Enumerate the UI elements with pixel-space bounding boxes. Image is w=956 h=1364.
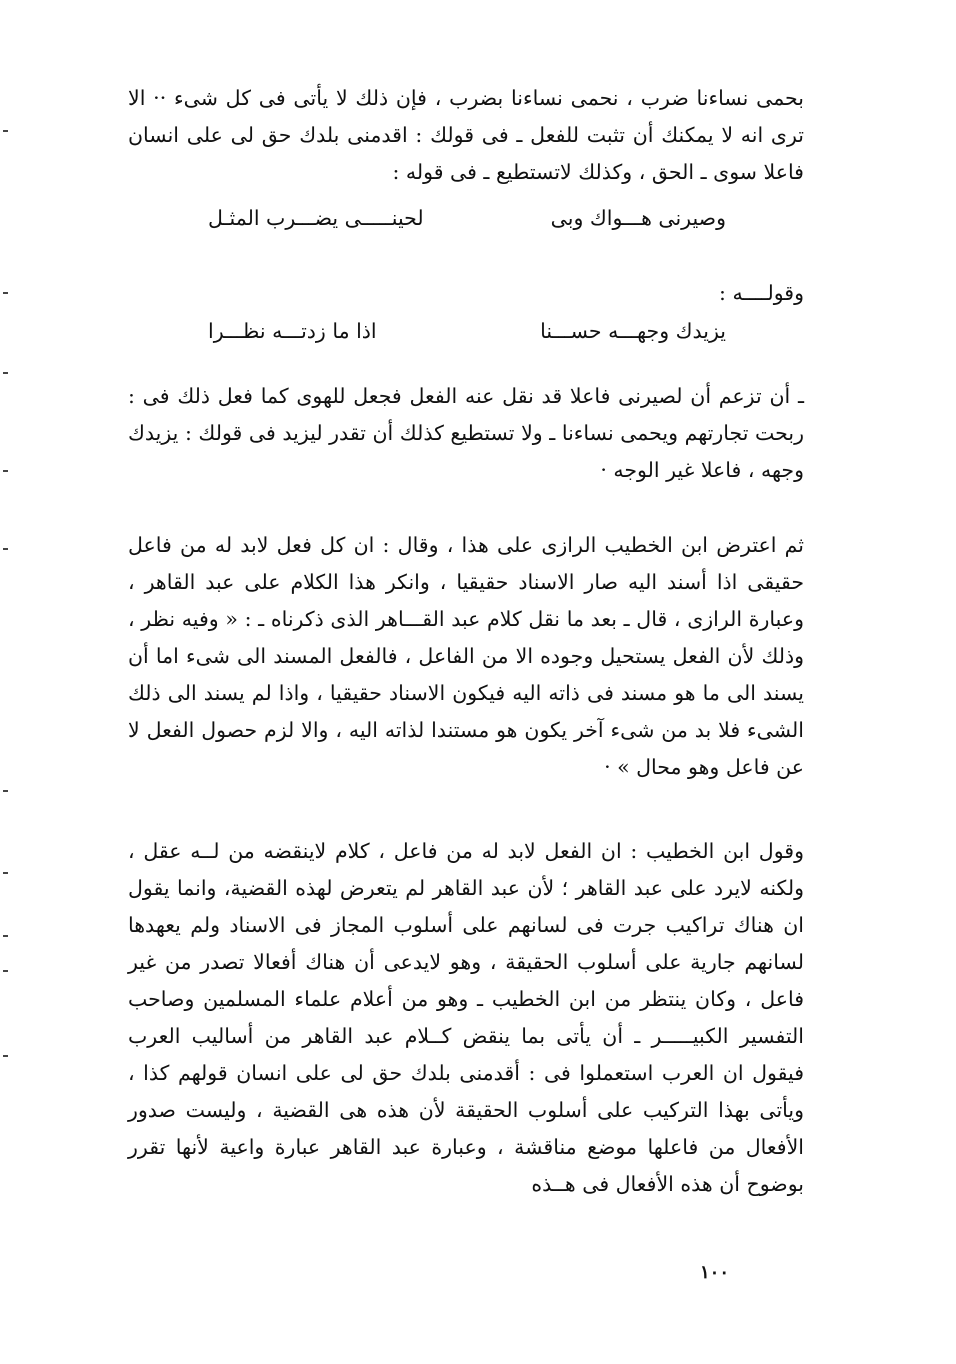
- margin-mark: [3, 935, 8, 937]
- margin-mark: [3, 372, 8, 374]
- paragraph-1: بحمى نساءنا ضرب ، نحمى نساءنا بضرب ، فإن ذلك لا يأتى فى كل شىء ·· الا ترى انه لا يمكنك أن تثبت للفعل ـ فى قولك : اقدمنى بلدك حق لى على انسان فاعلا سوى ـ الحق ، وكذلك لاتستطيع ـ فى قوله :: [128, 86, 804, 184]
- verse-2-second-hemistich: اذا ما زدتـــه نظـــرا: [208, 319, 377, 343]
- verse-1-first-hemistich: وصيرنى هـــواك وبى: [550, 206, 726, 230]
- margin-mark: [3, 970, 8, 972]
- verse-1-second-hemistich: لحينـــــى يضـــرب المثـل: [208, 206, 424, 230]
- paragraph-3: ثم اعترض ابن الخطيب الرازى على هذا ، وقال : ان كل فعل لابد له من فاعل حقيقى اذا أسند اليه صار الاسناد حقيقيا ، وانكر هذا الكلام على عبد القاهر ، وعبارة الرازى ، قال ـ بعد ما نقل كلام عبد القـــاهر الذى ذكرناه ـ : « وفيه نظر ، وذلك لأن الفعل يستحيل وجوده الا من الفاعل ، فالفعل المسند الى شىء اما أن يسند الى ما هو مسند فى ذاته اليه فيكون الاسناد حقيقيا ، واذا لم يسند الى ذلك الشىء فلا بد من شىء آخر يكون هو مستندا لذاته اليه ، والا لزم حصول الفعل لا عن فاعل وهو محال » ·: [128, 533, 804, 779]
- margin-mark: [3, 1055, 8, 1057]
- paragraph-4: وقول ابن الخطيب : ان الفعل لابد له من فاعل ، كلام لاينقضه من لــه عقل ، ولكنه لايرد على عبد القاهر ؛ لأن عبد القاهر لم يتعرض لهذه القضية، وانما يقول ان هناك تراكيب جرت فى لسانهم على أسلوب المجاز فى الاسناد ولم يعهدها لسانهم جارية على أسلوب الحقيقة ، وهو لايدعى أن هناك أفعالا تصدر من غير فاعل ، وكان ينتظر من ابن الخطيب ـ وهو من أعلام علماء المسلمين وصاحب التفسير الكبيـــــر ـ أن يأتى بما ينقض كــلام عبد القاهر من أساليب العرب فيقول ان العرب استعملوا فى : أقدمنى بلدك حق لى على انسان قولهم كذا ، ويأتى بهذا التركيب على أسلوب الحقيقة لأن هذه هى القضية ، وليست صدور الأفعال من فاعلها موضع مناقشة ، وعبارة عبد القاهر عبارة واعية لأنها تقرر بوضوح أن هذه الأفعال فى هــذه: [128, 839, 804, 1196]
- verse-2-intro: وقولــــه :: [719, 281, 804, 305]
- verse-2: [128, 313, 804, 350]
- page-number: ١٠٠: [700, 1262, 730, 1283]
- margin-mark: [3, 130, 8, 132]
- margin-mark: [3, 872, 8, 874]
- margin-mark: [3, 470, 8, 472]
- margin-mark: [3, 548, 8, 550]
- margin-mark: [3, 790, 8, 792]
- verse-2-first-hemistich: يزيدك وجهـــه حســـنا: [540, 319, 726, 343]
- verse-1: [128, 200, 804, 237]
- margin-mark: [3, 292, 8, 294]
- paragraph-2: ـ أن تزعم أن لصيرنى فاعلا قد نقل عنه الفعل فجعل للهوى كما فعل ذلك فى : ربحت تجارتهم ويحمى نساءنا ـ ولا تستطيع كذلك أن تقدر ليزيد فى قولك : يزيدك وجهه ، فاعلا غير الوجه ·: [128, 384, 804, 482]
- scan-margin-marks: [0, 0, 20, 1364]
